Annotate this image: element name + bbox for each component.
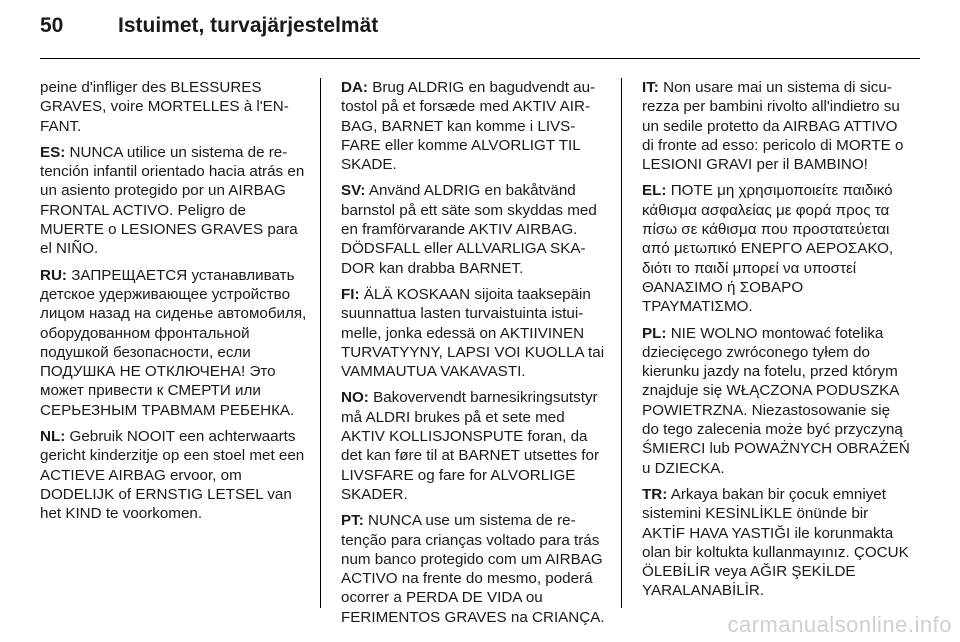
warning-paragraph (341, 511, 609, 627)
warning-text: Gebruik NOOIT een achterwaarts gericht kinderzitje op een stoel met een ACTIEVE AIRBAG ervoor, om DODELIJK of ERNSTIG LETSEL van het KIND te voorkomen. (40, 428, 305, 523)
language-code: EL: (642, 182, 667, 200)
warning-text: Arkaya bakan bir çocuk emniyet sistemini KESİNLİKLE önünde bir AKTİF HAVA YASTIĞI ile korunmakta olan bir koltukta kullanmayınız. ÇOCUK ÖLEBİLİR veya AĞIR ŞEKİLDE YARALANABİLİR. (642, 485, 909, 600)
warning-paragraph (40, 427, 308, 523)
watermark: carmanualsonline.info (727, 612, 952, 637)
language-code: NL: (40, 428, 66, 446)
column-divider (320, 78, 321, 608)
language-code: RU: (40, 266, 67, 284)
language-code: IT: (642, 79, 659, 96)
warning-text: peine d'infliger des BLESSURES GRAVES, voire MORTELLES à l'ENFANT. (40, 79, 289, 135)
column-1 (40, 78, 308, 610)
warning-paragraph (40, 78, 308, 136)
language-code: SV: (341, 182, 366, 200)
header-rule (40, 58, 920, 59)
warning-text: Använd ALDRIG en bakåtvänd barnstol på ett säte som skyddas med en framförvarande AKTIV AIRBAG. DÖDSFALL eller ALLVARLIGA SKADOR kan drabba BARNET. (341, 182, 597, 277)
warning-paragraph (642, 78, 910, 174)
language-code: FI: (341, 285, 360, 303)
text-columns (40, 78, 920, 626)
warning-paragraph (341, 78, 609, 174)
warning-text: NUNCA use um sistema de retenção para crianças voltado para trás num banco protegido com um AIRBAG ACTIVO na frente do mesmo, poderá ocorrer a PERDA DE VIDA ou FERIMENTOS GRAVES na CRIANÇA. (341, 512, 605, 626)
warning-paragraph (40, 143, 308, 259)
warning-text: NUNCA utilice un sistema de retención infantil orientado hacia atrás en un asiento protegido por un AIRBAG FRONTAL ACTIVO. Peligro de MUERTE o LESIONES GRAVES para el NIÑO. (40, 143, 305, 258)
language-code: PT: (341, 512, 364, 530)
warning-paragraph (40, 266, 308, 420)
warning-text: NIE WOLNO montować fotelika dziecięcego zwróconego tyłem do kierunku jazdy na fotelu, przed którym znajduje się WŁĄCZONA PODUSZKA POWIETRZNA. Niezastosowanie się do tego zalecenia może być przyczyną ŚMIERCI lub POWAŻNYCH OBRAŻEŃ u DZIECKA. (642, 324, 910, 477)
warning-paragraph (341, 388, 609, 504)
warning-paragraph (341, 285, 609, 381)
page-number: 50 (40, 14, 64, 37)
language-code: DA: (341, 79, 368, 96)
warning-text: Non usare mai un sistema di sicurezza per bambini rivolto all'indietro su un sedile protetto da AIRBAG ATTIVO di fronte ad esso: pericolo di MORTE o LESIONI GRAVI per il BAMBINO! (642, 79, 904, 174)
column-3 (642, 78, 910, 610)
language-code: TR: (642, 485, 668, 503)
warning-paragraph (642, 181, 910, 316)
warning-text: ΠΟΤΕ μη χρησιμοποιείτε παιδικό κάθισμα ασφαλείας με φορά προς τα πίσω σε κάθισμα που προστατεύεται από μετωπικό ΕΝΕΡΓΟ ΑΕΡΟΣΑΚΟ, διότι το παιδί μπορεί να υποστεί ΘΑΝΑΣΙΜΟ ή ΣΟΒΑΡΟ ΤΡΑΥΜΑΤΙΣΜΟ. (642, 182, 894, 316)
warning-paragraph (642, 485, 910, 601)
warning-text: Brug ALDRIG en bagudvendt autostol på et forsæde med AKTIV AIRBAG, BARNET kan komme i LIVSFARE eller komme ALVORLIGT TIL SKADE. (341, 79, 596, 174)
page-title: Istuimet, turvajärjestelmät (118, 14, 379, 37)
warning-paragraph (642, 324, 910, 478)
language-code: ES: (40, 143, 66, 161)
warning-text: ÄLÄ KOSKAAN sijoita taaksepäin suunnattua lasten turvaistuinta istuimelle, jonka edessä on AKTIIVINEN TURVATYYNY, LAPSI VOI KUOLLA tai VAMMAUTUA VAKAVASTI. (341, 285, 605, 381)
column-divider (621, 78, 622, 608)
language-code: PL: (642, 324, 667, 342)
language-code: NO: (341, 389, 369, 407)
column-2 (341, 78, 609, 626)
page-header (0, 0, 960, 58)
warning-text: Bakovervendt barnesikringsutstyr må ALDRI brukes på et sete med AKTIV KOLLISJONSPUTE foran, da det kan føre til at BARNET utsettes for LIVSFARE og fare for ALVORLIGE SKADER. (341, 389, 600, 503)
warning-paragraph (341, 181, 609, 277)
warning-text: ЗАПРЕЩАЕТСЯ устанавливать детское удерживающее устройство лицом назад на сиденье автомобиля, оборудованном фронтальной подушкой безопасности, если ПОДУШКА НЕ ОТКЛЮЧЕНА! Это может привести к СМЕРТИ или СЕРЬЕЗНЫМ ТРАВМАМ РЕБЕНКА. (40, 266, 307, 419)
